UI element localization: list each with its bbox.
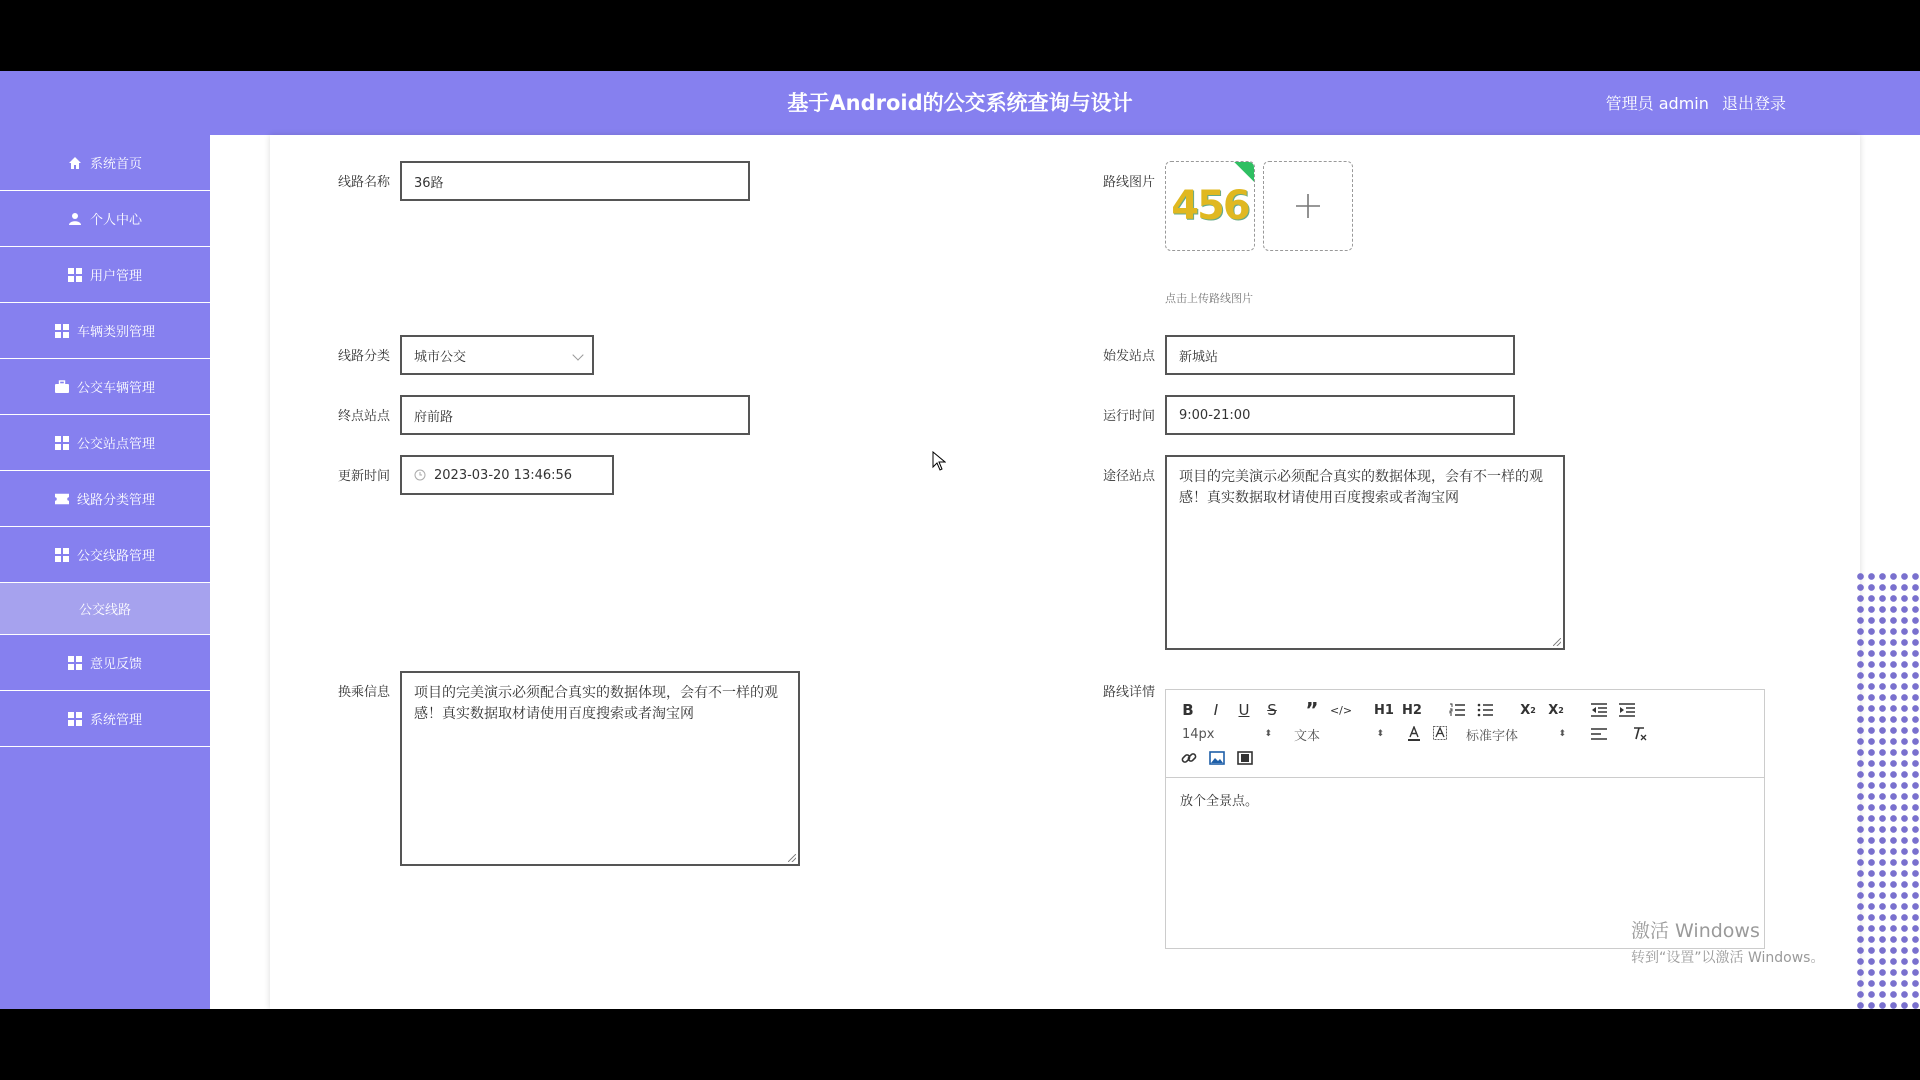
underline-button[interactable]: U <box>1238 701 1250 719</box>
start-station-label: 始发站点 <box>1102 349 1155 364</box>
font-size-value: 14px <box>1182 726 1215 742</box>
user-label: 管理员 admin <box>1605 94 1709 113</box>
via-stations-textarea[interactable] <box>1165 455 1565 650</box>
format-select[interactable] <box>1294 724 1384 744</box>
route-name-label: 线路名称 <box>337 175 390 190</box>
rich-text-editor <box>1165 689 1765 949</box>
via-stations-label: 途径站点 <box>1102 469 1155 484</box>
editor-toolbar <box>1166 690 1764 778</box>
bold-button[interactable]: B <box>1182 701 1194 719</box>
italic-button[interactable]: I <box>1213 701 1219 719</box>
transfer-info-textarea[interactable] <box>400 671 800 866</box>
outdent-icon[interactable] <box>1590 700 1608 720</box>
end-station-input[interactable]: 府前路 <box>400 395 750 435</box>
transfer-info-text: 项目的完美演示必须配合真实的数据体现，会有不一样的观感！真实数据取材请使用百度搜索或者淘宝网 <box>414 685 778 722</box>
briefcase-icon <box>55 380 69 394</box>
sidebar-item-bus-routes-mgmt[interactable] <box>0 527 210 583</box>
watermark-line2: 转到“设置”以激活 Windows。 <box>1631 950 1825 966</box>
ordered-list-icon[interactable] <box>1448 700 1466 720</box>
image-icon[interactable] <box>1208 748 1226 768</box>
route-image-label: 路线图片 <box>1102 175 1155 190</box>
start-station-input[interactable]: 新城站 <box>1165 335 1515 375</box>
user-area <box>1598 91 1786 114</box>
end-station-label: 终点站点 <box>337 409 390 424</box>
app-screen <box>0 71 1920 1009</box>
route-category-value: 城市公交 <box>414 349 467 365</box>
sidebar-item-label: 系统首页 <box>89 157 142 172</box>
updown-icon: ⬍ <box>1558 729 1566 739</box>
route-category-label: 线路分类 <box>337 349 390 364</box>
upload-image-button[interactable] <box>1263 161 1353 251</box>
format-value: 文本 <box>1294 728 1321 744</box>
watermark-line1: 激活 Windows <box>1631 920 1760 942</box>
sidebar-item-users[interactable] <box>0 247 210 303</box>
sidebar-item-label: 线路分类管理 <box>76 493 155 508</box>
sidebar-item-feedback[interactable] <box>0 635 210 691</box>
code-button[interactable]: </> <box>1329 703 1353 717</box>
align-icon[interactable] <box>1590 724 1608 744</box>
update-time-picker[interactable] <box>400 455 614 495</box>
grid-icon <box>55 324 69 338</box>
ticket-icon <box>55 492 69 506</box>
text-color-icon[interactable] <box>1406 724 1422 744</box>
font-size-select[interactable] <box>1182 724 1272 744</box>
route-detail-label: 路线详情 <box>1102 685 1155 700</box>
route-category-select[interactable] <box>400 335 594 375</box>
windows-activation-watermark <box>1631 916 1824 967</box>
route-image-preview: 456 <box>1171 183 1249 229</box>
sidebar-item-label: 公交线路管理 <box>76 549 155 564</box>
route-name-input[interactable]: 36路 <box>400 161 750 201</box>
quote-button[interactable]: ” <box>1305 698 1319 722</box>
editor-content[interactable]: 放个全景点。 <box>1180 794 1259 809</box>
sidebar-item-label: 公交线路 <box>78 603 131 618</box>
video-icon[interactable] <box>1236 748 1254 768</box>
app-title: 基于Android的公交系统查询与设计 <box>787 91 1133 115</box>
update-time-label: 更新时间 <box>337 469 390 484</box>
grid-icon <box>55 548 69 562</box>
font-family-select[interactable] <box>1466 724 1566 744</box>
sidebar <box>0 135 210 1009</box>
resize-grip[interactable] <box>1553 638 1561 646</box>
uploaded-corner-mark <box>1234 161 1255 182</box>
sidebar-item-label: 个人中心 <box>89 213 142 228</box>
sidebar-item-route-category[interactable] <box>0 471 210 527</box>
background-color-icon[interactable] <box>1432 724 1448 744</box>
route-image-thumbnail[interactable] <box>1165 161 1255 251</box>
sidebar-item-label: 车辆类别管理 <box>76 325 155 340</box>
run-time-label: 运行时间 <box>1102 409 1155 424</box>
transfer-info-label: 换乘信息 <box>337 685 390 700</box>
sidebar-item-label: 公交车辆管理 <box>76 381 155 396</box>
indent-icon[interactable] <box>1618 700 1636 720</box>
strike-button[interactable]: S <box>1267 701 1277 719</box>
link-icon[interactable] <box>1180 748 1198 768</box>
grid-icon <box>68 712 82 726</box>
via-stations-text: 项目的完美演示必须配合真实的数据体现，会有不一样的观感！真实数据取材请使用百度搜索或者淘宝网 <box>1179 469 1543 506</box>
mouse-cursor-icon <box>932 451 946 475</box>
grid-icon <box>68 268 82 282</box>
heading2-button[interactable]: H2 <box>1402 702 1422 718</box>
sidebar-item-label: 用户管理 <box>89 269 142 284</box>
sidebar-item-bus-stations[interactable] <box>0 415 210 471</box>
grid-icon <box>68 656 82 670</box>
sidebar-item-home[interactable] <box>0 135 210 191</box>
update-time-value: 2023-03-20 13:46:56 <box>434 467 573 483</box>
sidebar-item-label: 系统管理 <box>89 713 142 728</box>
clear-format-icon[interactable] <box>1630 724 1648 744</box>
sidebar-item-label: 公交站点管理 <box>76 437 155 452</box>
sidebar-item-bus-vehicles[interactable] <box>0 359 210 415</box>
subscript-button[interactable]: X 2 <box>1520 702 1536 718</box>
bullet-list-icon[interactable] <box>1476 700 1494 720</box>
resize-grip[interactable] <box>788 854 796 862</box>
run-time-input[interactable]: 9:00-21:00 <box>1165 395 1515 435</box>
heading1-button[interactable]: H1 <box>1374 702 1394 718</box>
home-icon <box>68 156 82 170</box>
decorative-dots <box>1855 571 1920 1009</box>
clock-icon <box>414 469 426 481</box>
person-icon <box>68 212 82 226</box>
updown-icon: ⬍ <box>1376 729 1384 739</box>
updown-icon: ⬍ <box>1264 729 1272 739</box>
sidebar-item-vehicle-category[interactable] <box>0 303 210 359</box>
sidebar-item-profile[interactable] <box>0 191 210 247</box>
grid-icon <box>55 436 69 450</box>
plus-icon <box>1294 192 1322 220</box>
sidebar-item-system[interactable] <box>0 691 210 747</box>
sidebar-item-label: 意见反馈 <box>89 657 142 672</box>
logout-link[interactable]: 退出登录 <box>1721 94 1786 113</box>
top-bar <box>0 71 1920 135</box>
chevron-down-icon <box>572 349 583 360</box>
sidebar-subitem-bus-routes[interactable] <box>0 583 210 635</box>
font-family-value: 标准字体 <box>1466 728 1519 744</box>
superscript-button[interactable]: X 2 <box>1548 702 1564 718</box>
upload-tip: 点击上传路线图片 <box>1165 292 1253 305</box>
